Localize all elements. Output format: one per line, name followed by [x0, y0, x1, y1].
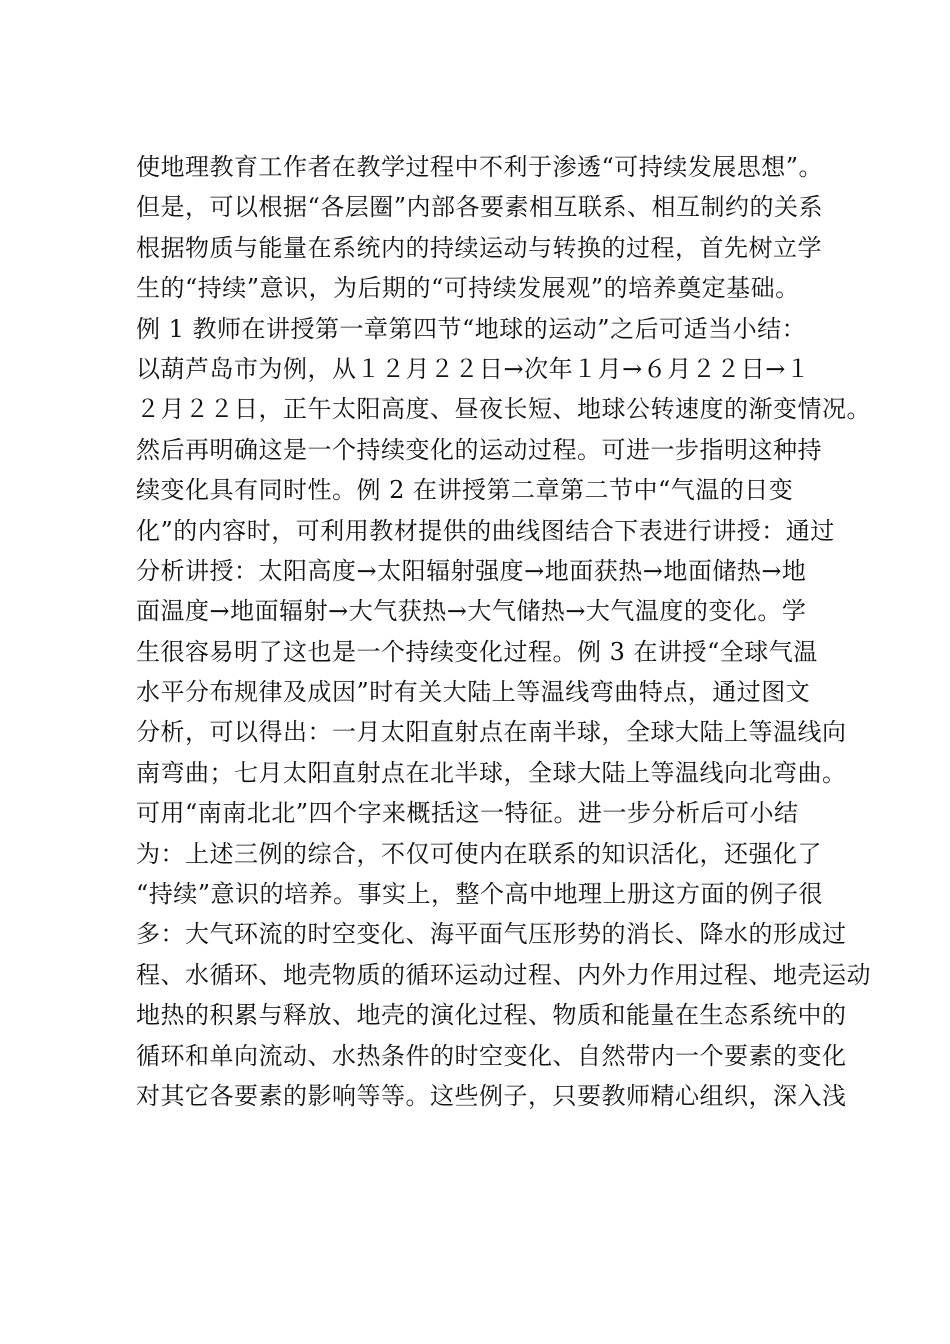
text-line: 分析，可以得出：一月太阳直射点在南半球，全球大陆上等温线向: [136, 718, 847, 747]
text-line: 续变化具有同时性。例 2 在讲授第二章第二节中“气温的日变: [136, 476, 794, 505]
text-line: 为：上述三例的综合，不仅可使内在联系的知识活化，还强化了: [136, 839, 822, 868]
text-line: 分析讲授：太阳高度→太阳辐射强度→地面获热→地面储热→地: [136, 556, 807, 585]
text-line: 水平分布规律及成因”时有关大陆上等温线弯曲特点，通过图文: [136, 678, 811, 707]
text-line: ２月２２日，正午太阳高度、昼夜长短、地球公转速度的渐变情况。: [136, 395, 871, 424]
text-line: 生的“持续”意识，为后期的“可持续发展观”的培养奠定基础。: [136, 274, 800, 303]
text-line: “持续”意识的培养。事实上，整个高中地理上册这方面的例子很: [136, 880, 824, 909]
text-line: 然后再明确这是一个持续变化的运动过程。可进一步指明这种持: [136, 435, 822, 464]
text-line: 化”的内容时，可利用教材提供的曲线图结合下表进行讲授：通过: [136, 516, 835, 545]
text-line: 生很容易明了这也是一个持续变化过程。例 3 在讲授“全球气温: [136, 637, 818, 666]
text-line: 对其它各要素的影响等等。这些例子，只要教师精心组织，深入浅: [136, 1081, 847, 1110]
text-line: 例 1 教师在讲授第一章第四节“地球的运动”之后可适当小结：: [136, 314, 807, 343]
text-line: 循环和单向流动、水热条件的时空变化、自然带内一个要素的变化: [136, 1041, 847, 1070]
text-line: 南弯曲；七月太阳直射点在北半球，全球大陆上等温线向北弯曲。: [136, 758, 847, 787]
text-line: 面温度→地面辐射→大气获热→大气储热→大气温度的变化。学: [136, 597, 807, 626]
body-text: [136, 147, 871, 1116]
text-line: 地热的积累与释放、地壳的演化过程、物质和能量在生态系统中的: [136, 1001, 847, 1030]
text-line: 但是，可以根据“各层圈”内部各要素相互联系、相互制约的关系: [136, 193, 824, 222]
text-line: 以葫芦岛市为例，从１２月２２日→次年１月→６月２２日→１: [136, 354, 811, 383]
text-line: 可用“南南北北”四个字来概括这一特征。进一步分析后可小结: [136, 799, 799, 828]
text-line: 根据物质与能量在系统内的持续运动与转换的过程，首先树立学: [136, 233, 822, 262]
text-line: 程、水循环、地壳物质的循环运动过程、内外力作用过程、地壳运动: [136, 960, 871, 989]
text-line: 多：大气环流的时空变化、海平面气压形势的消长、降水的形成过: [136, 920, 847, 949]
text-line: 使地理教育工作者在教学过程中不利于渗透“可持续发展思想”。: [136, 153, 824, 181]
